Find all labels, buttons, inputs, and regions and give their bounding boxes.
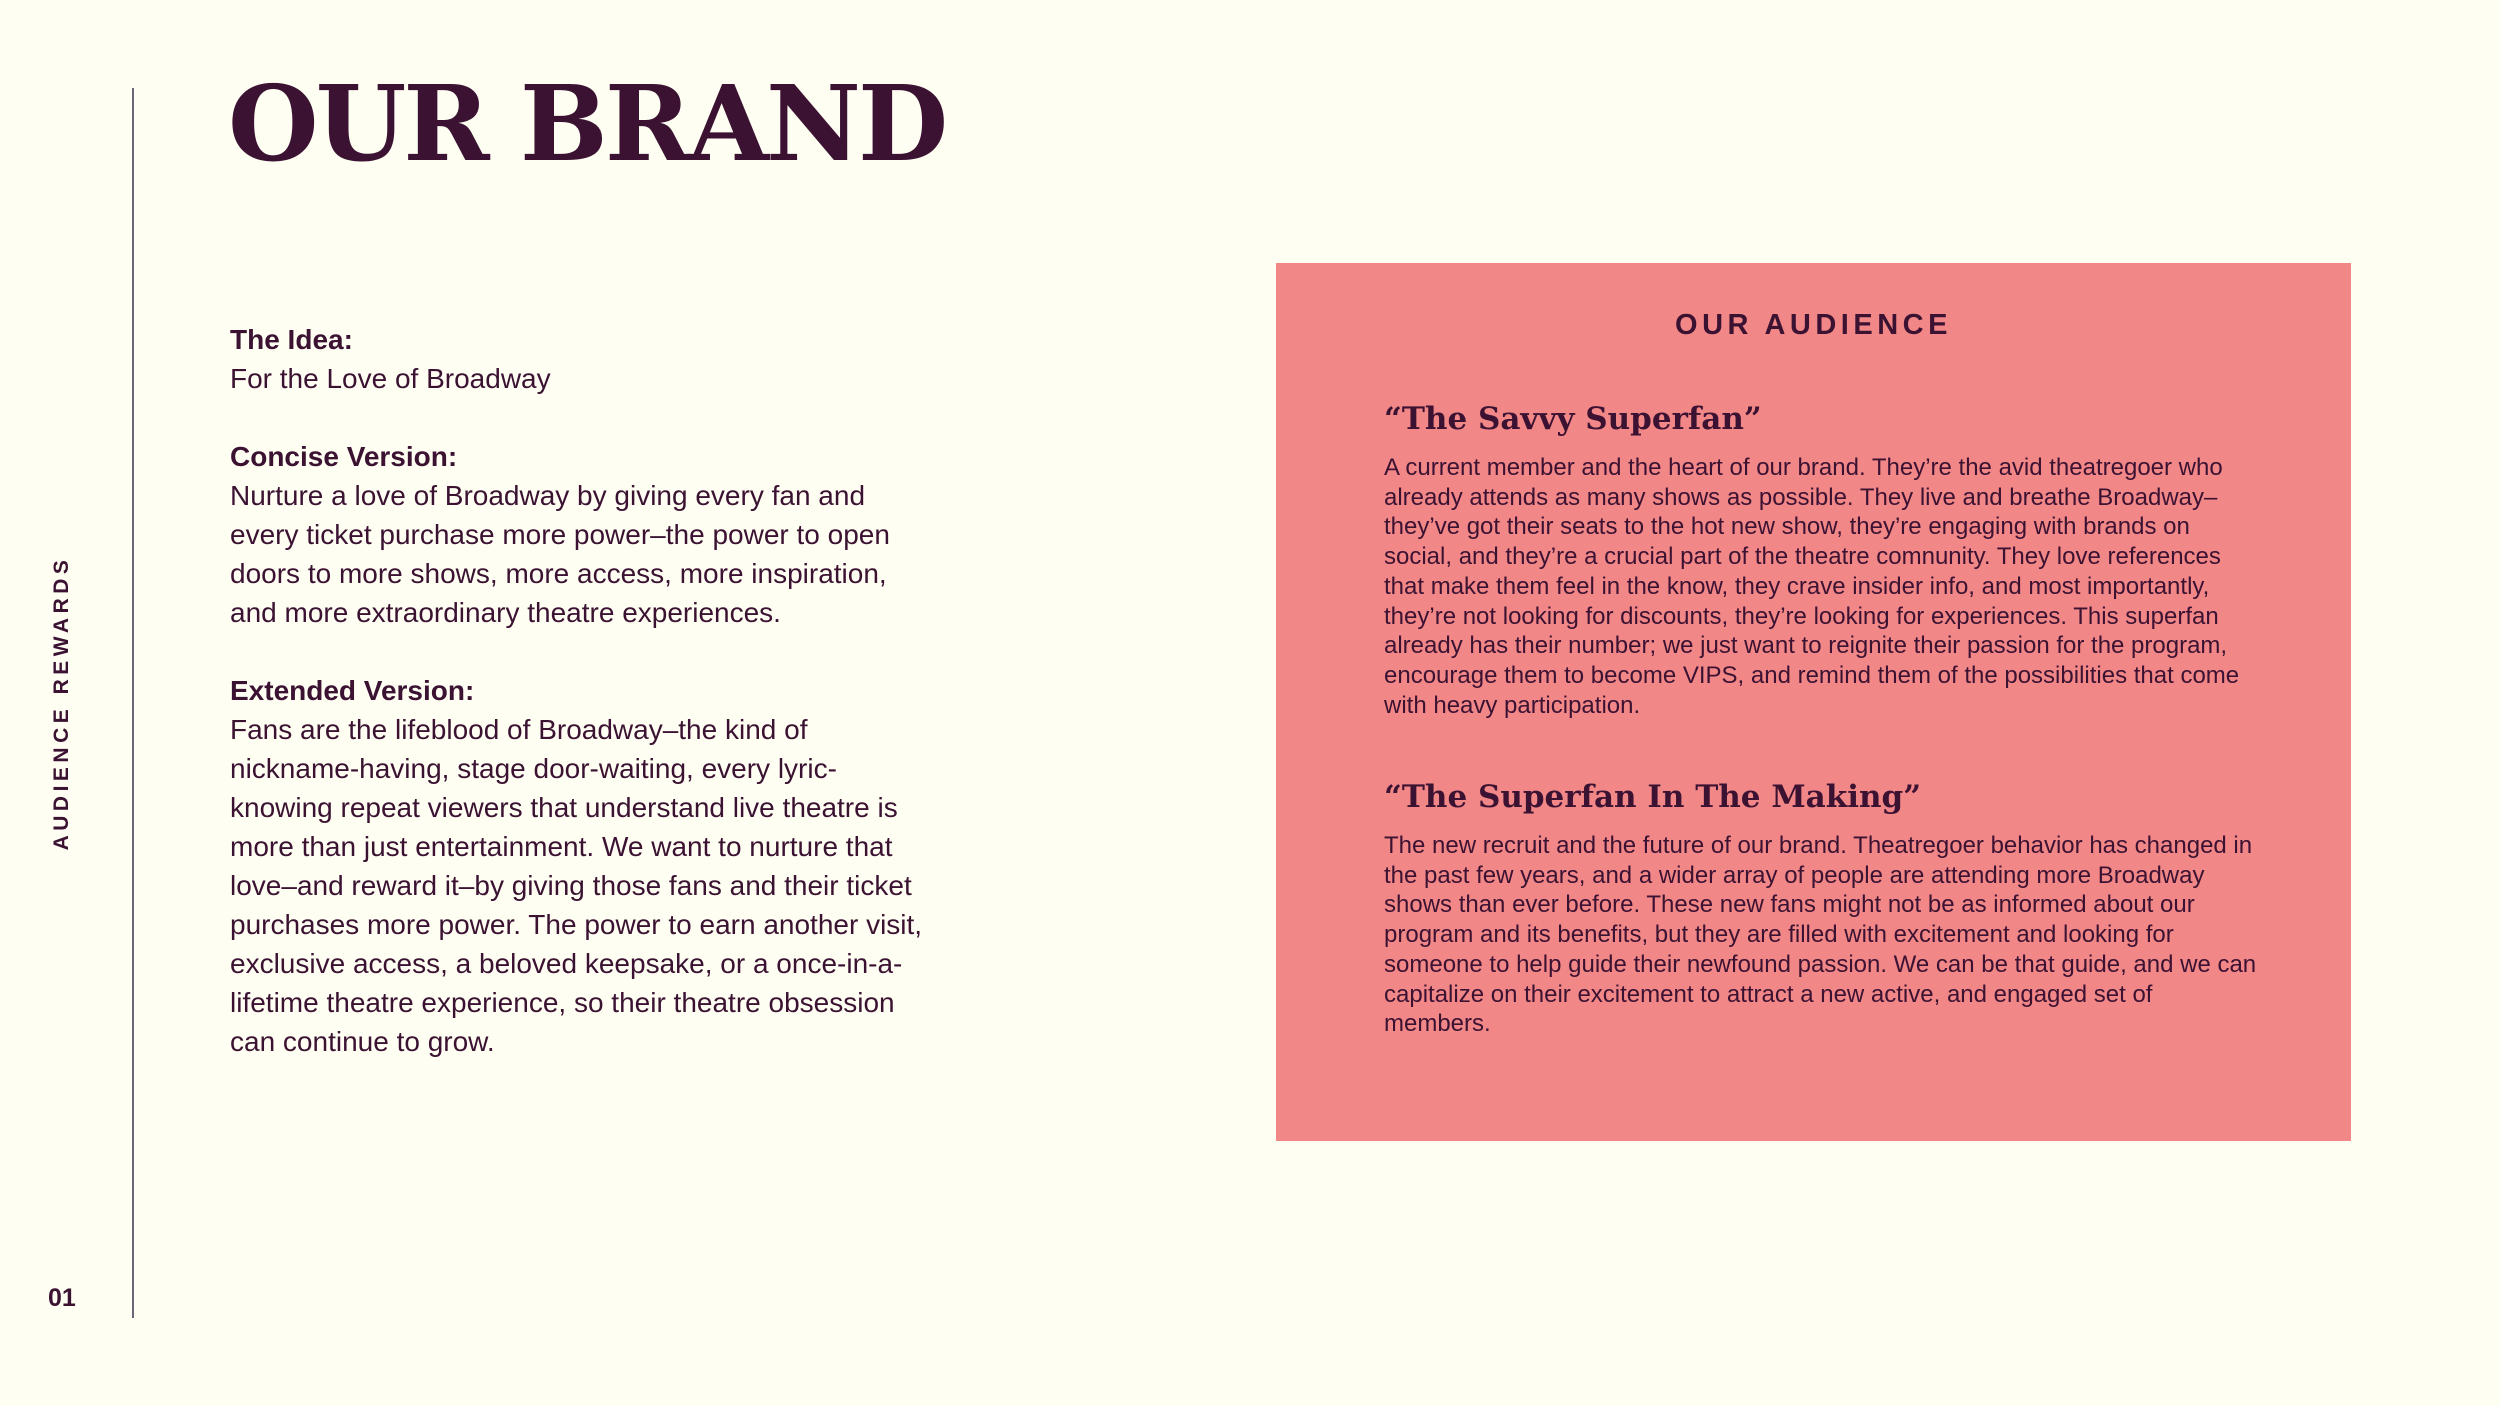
vertical-divider	[132, 88, 134, 1318]
audience-heading: OUR AUDIENCE	[1675, 309, 1952, 341]
extended-version-section	[230, 671, 930, 1061]
page-title: OUR BRAND	[228, 62, 946, 185]
page-number: 01	[48, 1284, 76, 1312]
persona-description: The new recruit and the future of our brand. Theatregoer behavior has changed in the past few years, and a wider array of people are attending more Broadway shows than ever before. These new fans might not be as informed about our program and its benefits, but they are filled with excitement and looking for someone to help guide their newfound passion. We can be that guide, and we can capitalize on their excitement to attract a new active, and engaged set of members.	[1384, 832, 2257, 1038]
persona-name: “The Savvy Superfan”	[1384, 401, 1762, 437]
persona-name: “The Superfan In The Making”	[1384, 779, 1922, 815]
concise-version-section	[230, 437, 930, 632]
section-heading: The Idea:	[230, 324, 353, 355]
section-heading: Extended Version:	[230, 675, 475, 706]
section-body: For the Love of Broadway	[230, 363, 551, 394]
persona-savvy-superfan	[1384, 399, 2264, 720]
brand-description-column	[230, 320, 930, 1100]
audience-panel	[1276, 263, 2351, 1141]
persona-description: A current member and the heart of our brand. They’re the avid theatregoer who already attends as many shows as possible. They live and breathe Broadway–they’ve got their seats to the hot new show, they’re engaging with brands on social, and they’re a crucial part of the theatre comnunity. They love references that make them feel in the know, they crave insider info, and most importantly, they’re not looking for discounts, they’re looking for experiences. This superfan already has their number; we just want to reignite their passion for the program, encourage them to become VIPS, and remind them of the possibilities that come with heavy participation.	[1384, 454, 2240, 719]
persona-superfan-in-the-making	[1384, 777, 2264, 1039]
section-body: Nurture a love of Broadway by giving every fan and every ticket purchase more power–the power to open doors to more shows, more access, more inspiration, and more extraordinary theatre experiences.	[230, 480, 890, 628]
idea-section	[230, 320, 930, 398]
side-section-label: AUDIENCE REWARDS	[50, 555, 73, 851]
section-body: Fans are the lifeblood of Broadway–the kind of nickname-having, stage door-waiting, every lyric-knowing repeat viewers that understand live theatre is more than just entertainment. We want to nurture that love–and reward it–by giving those fans and their ticket purchases more power. The power to earn another visit, exclusive access, a beloved keepsake, or a once-in-a-lifetime theatre experience, so their theatre obsession can continue to grow.	[230, 714, 923, 1057]
section-heading: Concise Version:	[230, 441, 458, 472]
